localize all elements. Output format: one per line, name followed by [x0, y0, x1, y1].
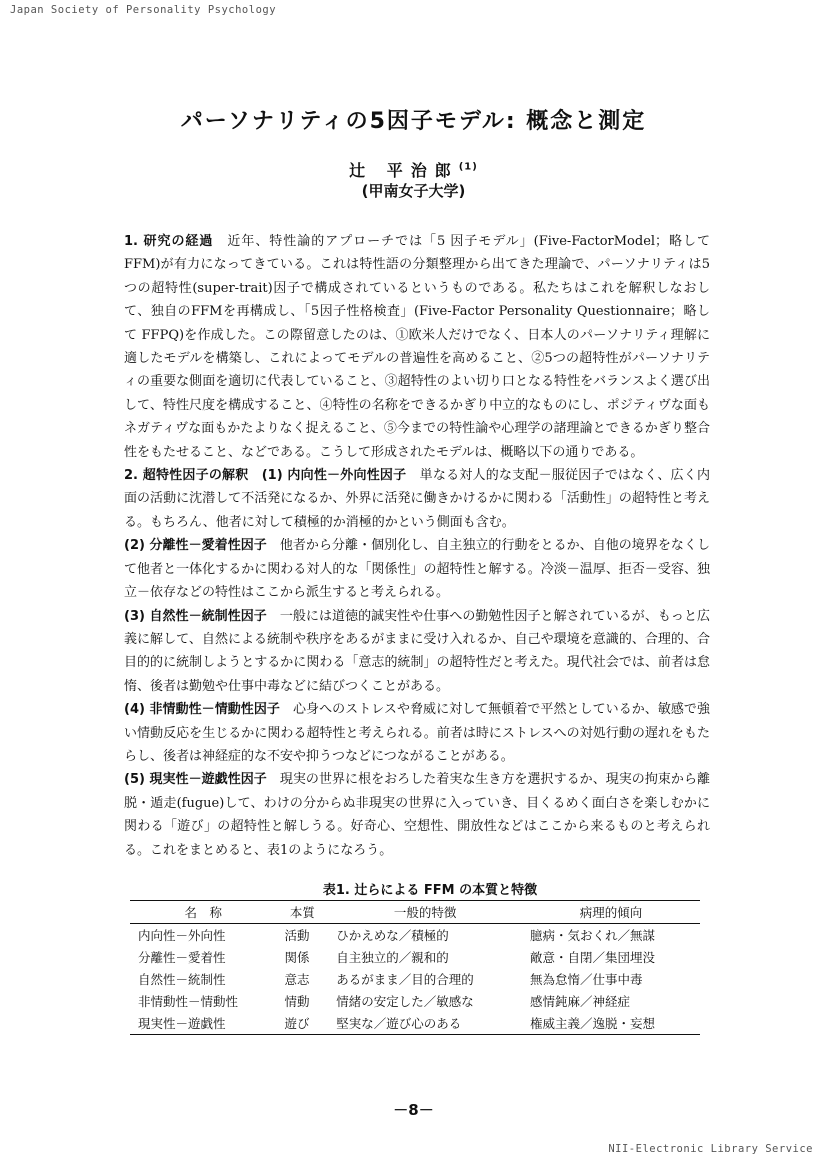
table-cell: 堅実な／遊び心のある: [336, 1016, 462, 1031]
table-cell: 遊び: [284, 1016, 310, 1031]
table-cell: 権威主義／逸脱・妄想: [529, 1016, 655, 1031]
section-text: 心身へのストレスや脅威に対して無頓着で平然としているか、敏感で強い情動反応を生じるかに関わる超特性と考えられる。前者は時にストレスへの対処行動の遅れをもたらし、後者は神経症的な不安や抑うつなどにつながることがある。: [124, 702, 710, 764]
section-text: 他者から分離・個別化し、自主独立的行動をとるか、自他の境界をなくして他者と一体化するかに関わる対人的な「関係性」の超特性と解する。冷淡－温厚、拒否－受容、独立－依存などの特性はここから派生すると考えられる。: [124, 538, 710, 601]
section-text: 近年、特性論的アプローチでは「5 因子モデル」(Five-FactorModel；略して FFM)が有力になってきている。これは特性語の分類整理から出てきた理論で、パーソナリティは5つの超特性(super-trait)因子で構成されているというものである。私たちはこれを解釈しなおして、独自のFFMを再構成し、「5因子性格検査」(Five-Factor Personality Questionnaire；略して FFPQ)を作成した。この際留意したのは、①欧米人だけでなく、日本人のパーソナリティ理解に適したモデルを構築し、これによってモデルの普遍性を高めること、②5つの超特性がパーソナリティの重要な側面を適切に代表していること、③超特性のよい切り口となる特性をバランスよく選び出して、特性尺度を構成すること、④特性の名称をできるかぎり中立的なものにし、ポジティヴな面もネガティヴな面もかたよりなく捉えること、⑤今までの特性論や心理学の諸理論とできるかぎり整合性をもたせること、などである。こうして形成されたモデルは、概略以下の通りである。: [124, 234, 710, 460]
table-cell: 分離性－愛着性: [138, 950, 226, 965]
section-text: 現実の世界に根をおろした着実な生き方を選択するか、現実の拘束から離脱・遁走(fugue)して、わけの分からぬ非現実の世界に入っていき、目くるめく面白さを楽しむかに関わる「遊び」の超特性と解しうる。好奇心、空想性、開放性などはここから来るものと考えられる。これをまとめると、表1のようになろう。: [124, 772, 710, 858]
affiliation: (甲南女子大学): [361, 182, 466, 200]
author-name: 辻 平治郎: [349, 161, 459, 180]
table-row: [130, 946, 700, 968]
table: [130, 900, 700, 1035]
table-cell: 自然性－統制性: [138, 972, 226, 987]
paragraph: [124, 698, 710, 768]
table-row: [130, 924, 700, 947]
paragraph: [124, 605, 710, 699]
column-header: 名 称: [184, 905, 222, 920]
table-cell: 敵意・自閉／集団埋没: [529, 950, 655, 965]
table-cell: 関係: [284, 950, 310, 965]
paragraph: [124, 534, 710, 604]
table-caption: 表1. 辻らによる FFM の本質と特徴: [322, 883, 538, 898]
table-row: [130, 1012, 700, 1035]
table-cell: 活動: [284, 928, 310, 943]
table-cell: 非情動性－情動性: [138, 994, 239, 1009]
section-heading: 2. 超特性因子の解釈 (1) 内向性－外向性因子: [124, 468, 407, 484]
header-note: Japan Society of Personality Psychology: [10, 4, 277, 16]
section-heading: (3) 自然性－統制性因子: [124, 608, 267, 624]
ffm-table: [130, 879, 700, 1035]
table-cell: 臆病・気おくれ／無謀: [529, 928, 655, 943]
column-header: 一般的特徴: [393, 905, 457, 920]
page-number: －8－: [393, 1101, 434, 1119]
section-heading: (2) 分離性－愛着性因子: [124, 538, 267, 554]
paragraph: [124, 768, 710, 862]
paragraph: [124, 464, 710, 534]
table-cell: 感情鈍麻／神経症: [529, 994, 630, 1009]
table-cell: 現実性－遊戯性: [138, 1016, 226, 1031]
author: [0, 158, 827, 181]
section-heading: 1. 研究の経過: [124, 234, 214, 249]
table-header-row: [130, 901, 700, 924]
column-header: 本質: [289, 905, 315, 920]
section-heading: (5) 現実性－遊戯性因子: [124, 772, 267, 788]
table-cell: 内向性－外向性: [138, 928, 226, 943]
table-cell: 情緒の安定した／敏感な: [336, 994, 474, 1009]
footer-note: NII-Electronic Library Service: [608, 1143, 813, 1155]
table-cell: ひかえめな／積極的: [336, 928, 449, 943]
column-header: 病理的傾向: [579, 905, 643, 920]
table-row: [130, 990, 700, 1012]
article-body: [124, 230, 710, 862]
paragraph: [124, 230, 710, 464]
table-row: [130, 968, 700, 990]
table-cell: 無為怠惰／仕事中毒: [529, 972, 643, 987]
section-text: 一般には道徳的誠実性や仕事への勤勉性因子と解されているが、もっと広義に解して、自然による統制や秩序をあるがままに受け入れるか、自己や環境を意識的、合理的、合目的的に統制しようとするかに関わる「意志的統制」の超特性だと考えた。現代社会では、前者は怠惰、後者は勤勉や仕事中毒などに結びつくことがある。: [124, 608, 710, 694]
table-cell: 自主独立的／親和的: [336, 950, 449, 965]
page-title: パーソナリティの5因子モデル: 概念と測定: [180, 109, 647, 134]
affiliation-mark: (1): [458, 161, 478, 173]
table-cell: あるがまま／目的合理的: [336, 972, 474, 987]
section-text: 単なる対人的な支配－服従因子ではなく、広く内面の活動に沈潜して不活発になるか、外界に活発に働きかけるかに関わる「活動性」の超特性と考える。もちろん、他者に対して積極的か消極的かという側面も含む。: [124, 468, 710, 530]
table-cell: 意志: [284, 972, 310, 987]
section-heading: (4) 非情動性－情動性因子: [124, 702, 280, 718]
table-cell: 情動: [284, 994, 310, 1009]
